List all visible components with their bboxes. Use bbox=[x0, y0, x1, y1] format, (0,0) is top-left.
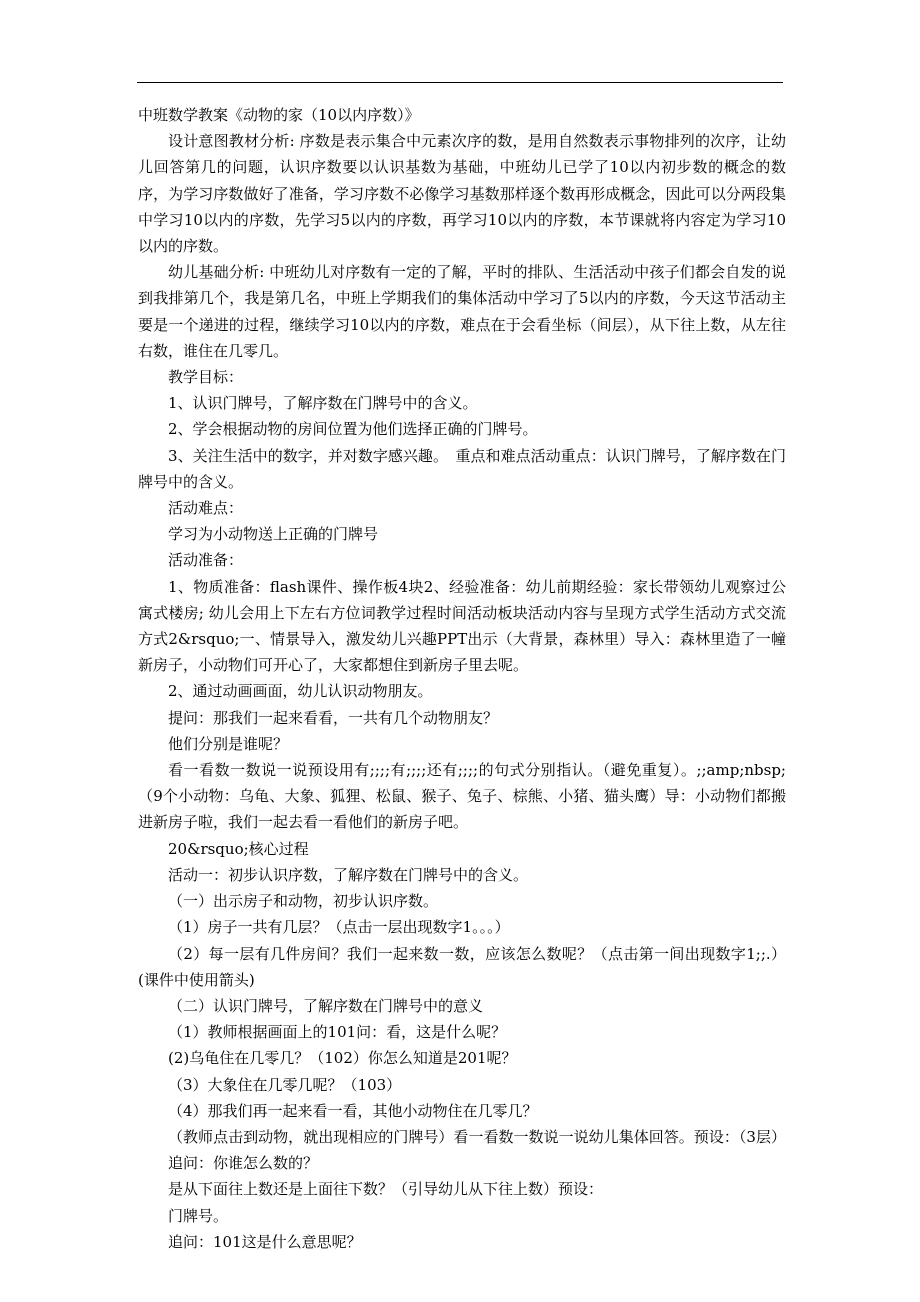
paragraph: 设计意图教材分析: 序数是表示集合中元素次序的数，是用自然数表示事物排列的次序，让幼儿回答第几的问题，认识序数要以认识基数为基础，中班幼儿已学了10以内初步数的概念的数序，为学习序数做好了准备，学习序数不必像学习基数那样逐个数再形成概念，因此可以分两段集中学习10以内的序数，先学习5以内的序数，再学习10以内的序数，本节课就将内容定为学习10以内的序数。 bbox=[138, 132, 786, 256]
list-item: 3、关注生活中的数字，并对数字感兴趣。 重点和难点活动重点：认识门牌号，了解序数在门牌号中的含义。 bbox=[138, 446, 786, 491]
list-item: (2)乌龟住在几零几？（102）你怎么知道是201呢？ bbox=[168, 1049, 517, 1068]
paragraph: 门牌号。 bbox=[168, 1206, 229, 1225]
paragraph: 幼儿基础分析: 中班幼儿对序数有一定的了解，平时的排队、生活活动中孩子们都会自发的说到我排第几个，我是第几名，中班上学期我们的集体活动中学习了5以内的序数，今天这节活动主要是一个递进的过程，继续学习10以内的序数，难点在于会看坐标（间层），从下往上数，从左往右数，谁住在几零几。 bbox=[138, 263, 786, 360]
document-body bbox=[138, 102, 786, 1255]
paragraph: 提问：那我们一起来看看，一共有几个动物朋友？ bbox=[168, 708, 499, 727]
section-heading: 教学目标： bbox=[168, 368, 244, 387]
list-item: 1、认识门牌号，了解序数在门牌号中的含义。 bbox=[168, 394, 478, 413]
paragraph: 看一看数一数说一说预设用有;;;;有;;;;还有;;;;的句式分别指认。（避免重复）。;;amp;nbsp;（9个小动物：乌龟、大象、狐狸、松鼠、猴子、兔子、棕熊、小猪、猫头鹰）导：小动物们都搬进新房子啦，我们一起去看一看他们的新房子吧。 bbox=[138, 761, 786, 832]
list-item: 2、通过动画画面，幼儿认识动物朋友。 bbox=[168, 682, 433, 701]
list-item: （1）教师根据画面上的101问：看，这是什么呢？ bbox=[168, 1023, 507, 1042]
list-item: （二）认识门牌号，了解序数在门牌号中的意义 bbox=[168, 996, 484, 1015]
paragraph: 追问：101这是什么意思呢？ bbox=[168, 1232, 362, 1251]
header-rule bbox=[137, 82, 783, 83]
section-heading: 活动准备： bbox=[168, 551, 244, 570]
list-item: （1）房子一共有几层？（点击一层出现数字1。。。） bbox=[168, 918, 510, 937]
list-item: （3）大象住在几零几呢？（103） bbox=[168, 1075, 402, 1094]
list-item: （一）出示房子和动物，初步认识序数。 bbox=[168, 892, 439, 911]
list-item: （4）那我们再一起来看一看，其他小动物住在几零几？ bbox=[168, 1101, 538, 1120]
paragraph: （教师点击到动物，就出现相应的门牌号）看一看数一数说一说幼儿集体回答。预设：（3层）追问：你谁怎么数的？ bbox=[168, 1127, 786, 1173]
list-item: （2）每一层有几件房间？我们一起来数一数，应该怎么数呢？（点击第一间出现数字1;;.）(课件中使用箭头) bbox=[138, 944, 786, 989]
section-heading: 20&rsquo;核心过程 bbox=[168, 839, 309, 858]
paragraph: 是从下面往上数还是上面往下数？（引导幼儿从下往上数）预设： bbox=[168, 1180, 604, 1199]
paragraph: 活动一：初步认识序数，了解序数在门牌号中的含义。 bbox=[168, 865, 529, 884]
section-heading: 活动难点： bbox=[168, 499, 244, 518]
list-item: 2、学会根据动物的房间位置为他们选择正确的门牌号。 bbox=[168, 420, 538, 439]
paragraph: 他们分别是谁呢？ bbox=[168, 734, 289, 753]
paragraph: 学习为小动物送上正确的门牌号 bbox=[168, 525, 379, 544]
paragraph: 1、物质准备：flash课件、操作板4块2、经验准备：幼儿前期经验：家长带领幼儿观察过公寓式楼房; 幼儿会用上下左右方位词教学过程时间活动板块活动内容与呈现方式学生活动方式交流方式2&rsquo;一、情景导入，激发幼儿兴趣PPT出示（大背景，森林里）导入：森林里造了一幢新房子，小动物们可开心了，大家都想住到新房子里去呢。 bbox=[138, 577, 786, 675]
doc-title: 中班数学教案《动物的家（10以内序数）》 bbox=[138, 106, 420, 124]
